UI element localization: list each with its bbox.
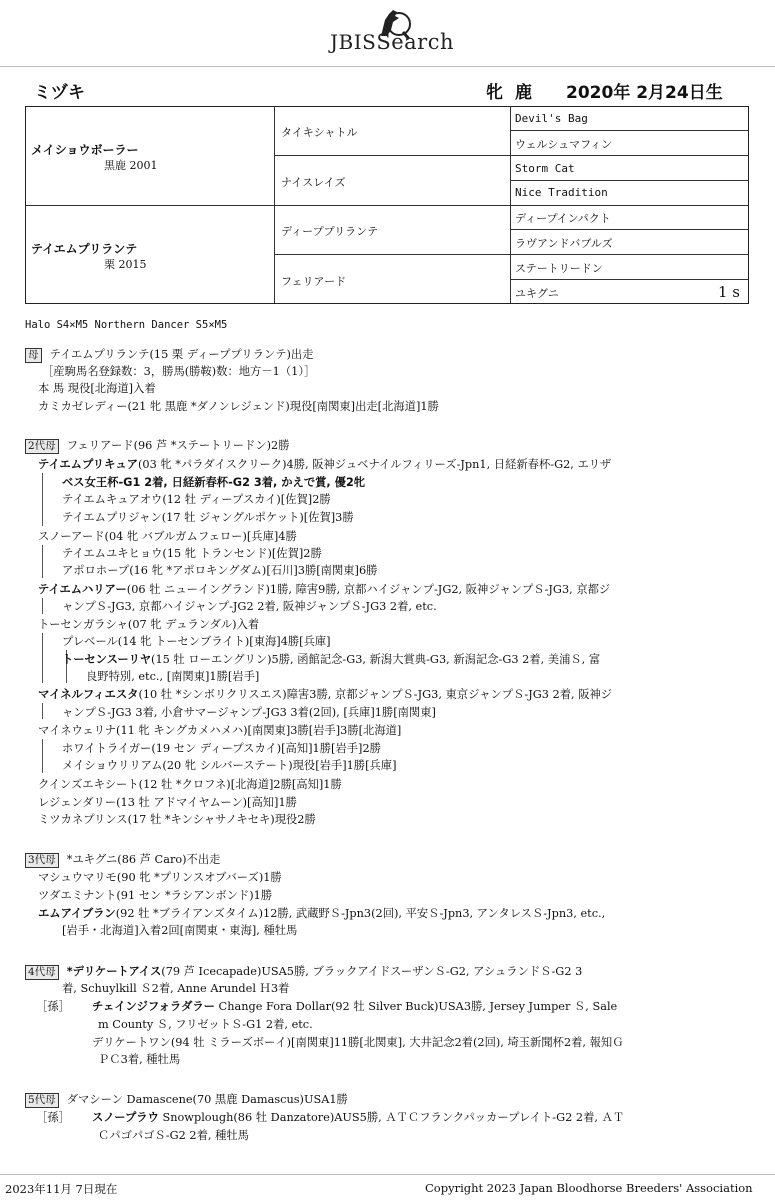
- dam-name[interactable]: テイエムプリランテ: [31, 242, 138, 256]
- great-ancestor-7[interactable]: ステートリードン: [515, 262, 603, 275]
- g2-line: [38, 456, 611, 473]
- sire-info: 黒鹿 2001: [104, 159, 158, 172]
- g5-record: Snowplough(86 牡 Danzatore)AUS5勝, ＡＴＣフランクパッカープレイト-G2 2着, ＡＴ: [158, 1111, 625, 1124]
- section-tag: 3代母: [25, 853, 59, 868]
- great-ancestor-5[interactable]: ディープインパクト: [515, 212, 611, 225]
- grandchild-label: ［孫］: [36, 1000, 70, 1013]
- g4-record: Change Fora Dollar(92 牡 Silver Buck)USA3勝, Jersey Jumper Ｓ, Sale: [214, 1000, 618, 1013]
- tree-line: [42, 473, 43, 526]
- divider: [510, 130, 748, 131]
- g3-head: *ユキグニ(86 芦 Caro)不出走: [66, 853, 221, 866]
- g3-line: [岩手・北海道]入着2回[南関東・東海], 種牡馬: [62, 924, 298, 937]
- divider: [274, 107, 275, 303]
- horse-name: ミヅキ: [34, 83, 85, 103]
- g2-line: クインズエキシート(12 牡 *クロフネ)[北海道]2勝[高知]1勝: [38, 778, 342, 791]
- g4-line: [92, 998, 617, 1015]
- dam-info: 栗 2015: [104, 258, 147, 271]
- grandchild-label: ［孫］: [36, 1111, 70, 1124]
- tree-line: [42, 633, 43, 683]
- g2-record: (06 牡 ニューイングランド)1勝, 障害9勝, 京都ハイジャンプ-JG2, 阪神ジャンプＳ-JG3, 京都ジ: [126, 583, 611, 596]
- sire-name[interactable]: メイショウボーラー: [31, 143, 139, 157]
- g5-horse[interactable]: スノープラウ: [92, 1111, 159, 1124]
- granddam-dam[interactable]: フェリアード: [281, 275, 347, 288]
- g3-section-head: [25, 851, 220, 868]
- g2-line: テイエムプリジャン(17 牡 ジャングルポケット)[佐賀]3勝: [62, 511, 354, 524]
- g4-line: 着, Schuylkill Ｓ2着, Anne Arundel Ｈ3着: [62, 982, 290, 995]
- g2-line: ホワイトライガー(19 セン ディープスカイ)[高知]1勝[岩手]2勝: [62, 742, 381, 755]
- footer-divider: [0, 1174, 775, 1175]
- divider: [26, 205, 748, 206]
- g5-line: ＣパゴパゴＳ-G2 2着, 種牡馬: [98, 1129, 249, 1142]
- logo-wordmark[interactable]: [330, 30, 454, 54]
- g3-line: マシュウマリモ(90 牝 *プリンスオブバーズ)1勝: [38, 871, 282, 884]
- horse-coat: 鹿: [515, 83, 532, 103]
- g2-record: (10 牡 *シンボリクリスエス)障害3勝, 京都ジャンプＳ-JG3, 東京ジャンプＳ-JG3 2着, 阪神ジ: [138, 688, 613, 701]
- g2-horse[interactable]: マイネルフィエスタ: [38, 688, 139, 701]
- g2-line: テイエムユキヒョウ(15 牝 トランセンド)[佐賀]2勝: [62, 547, 322, 560]
- divider: [510, 279, 748, 280]
- g2-line: ミツカネプリンス(17 牡 *キンシャサノキセキ)現役2勝: [38, 813, 316, 826]
- g2-section-head: [25, 437, 290, 454]
- g2-horse[interactable]: トーセンスーリヤ: [62, 653, 152, 666]
- divider: [510, 180, 748, 181]
- footer-date: 2023年11月 7日現在: [5, 1182, 118, 1196]
- great-ancestor-1[interactable]: Devil's Bag: [515, 112, 588, 125]
- g2-line: テイエムキュアオウ(12 牡 ディープスカイ)[佐賀]2勝: [62, 493, 331, 506]
- g4-horse[interactable]: チェインジフォラダラー: [92, 1000, 215, 1013]
- g2-record: (03 牝 *パラダイスクリーク)4勝, 阪神ジュベナイルフィリーズ-Jpn1, 日経新春杯-G2, エリザ: [137, 458, 612, 471]
- g4-line: m County Ｓ, フリゼットＳ-G1 2着, etc.: [98, 1018, 313, 1031]
- g2-horse[interactable]: テイエムプリキュア: [38, 458, 138, 471]
- g3-line: ツダエミナント(91 セン *ラシアンボンド)1勝: [38, 889, 273, 902]
- section-tag: 4代母: [25, 965, 59, 980]
- g2-line: ャンプＳ-JG3, 京都ハイジャンプ-JG2 2着, 阪神ジャンプＳ-JG3 2着, etc.: [62, 600, 437, 613]
- great-ancestor-6[interactable]: ラヴアンドバブルズ: [515, 237, 613, 250]
- dam-produce-stats: ［産駒馬名登録数：3，勝馬(勝鞍)数：地方－1（1）］: [42, 365, 316, 378]
- divider: [510, 229, 748, 230]
- section-tag: 母: [25, 348, 42, 363]
- section-tag: 2代母: [25, 439, 59, 454]
- grandsire-dam[interactable]: ディーププリランテ: [281, 225, 379, 238]
- granddam-sire[interactable]: ナイスレイズ: [281, 176, 346, 189]
- horse-sex: 牝: [486, 83, 503, 103]
- g2-line: プレベール(14 牝 トーセンブライト)[東海]4勝[兵庫]: [62, 635, 331, 648]
- g4-horse[interactable]: *デリケートアイス: [66, 965, 162, 978]
- g3-line: [38, 905, 605, 922]
- great-ancestor-4[interactable]: Nice Tradition: [515, 186, 608, 199]
- g4-record: (79 芦 Icecapade)USA5勝, ブラックアイドスーザンＳ-G2, アシュランドＳ-G2 3: [161, 965, 583, 978]
- g5-line: [92, 1109, 624, 1126]
- g2-horse[interactable]: テイエムハリアー: [38, 583, 127, 596]
- g3-record: (92 牡 *ブライアンズタイム)12勝, 武蔵野Ｓ-Jpn3(2回), 平安Ｓ-Jpn3, アンタレスＳ-Jpn3, etc.,: [115, 907, 606, 920]
- g2-line: [38, 686, 612, 703]
- footer-copyright: Copyright 2023 Japan Bloodhorse Breeders' Association: [425, 1181, 753, 1195]
- g5-section-head: [25, 1091, 348, 1108]
- g5-head: ダマシーン Damascene(70 黒鹿 Damascus)USA1勝: [66, 1093, 348, 1106]
- dam-offspring: カミカゼレディー(21 牝 黒鹿 *ダノンレジェンド)現役[南関東]出走[北海道]1勝: [38, 400, 439, 413]
- dam-line: テイエムプリランテ(15 栗 ディーププリランテ)出走: [49, 348, 314, 361]
- divider: [510, 107, 511, 303]
- great-ancestor-2[interactable]: ウェルシュマフィン: [515, 138, 613, 151]
- g2-line: メイショウリリアム(20 牝 シルバーステート)現役[岩手]1勝[兵庫]: [62, 759, 397, 772]
- horse-birth-date: 2020年 2月24日生: [566, 83, 723, 103]
- g2-head: フェリアード(96 芦 *ステートリードン)2勝: [66, 439, 290, 452]
- g2-line: トーセンガラシャ(07 牝 デュランダル)入着: [38, 618, 260, 631]
- g2-line: [62, 651, 600, 668]
- g2-line: マイネウェリナ(11 牝 キングカメハメハ)[南関東]3勝[岩手]3勝[北海道]: [38, 724, 402, 737]
- g4-section-head: [25, 963, 582, 980]
- logo-sub: Search: [376, 30, 454, 54]
- dam-self-record: 本 馬 現役[北海道]入着: [38, 382, 156, 395]
- g2-line: アポロホープ(16 牝 *アポロキングダム)[石川]3勝[南関東]6勝: [62, 564, 378, 577]
- site-header: [0, 0, 775, 67]
- g2-line: スノーアード(04 牝 バブルガムフェロー)[兵庫]4勝: [38, 530, 297, 543]
- section-tag: 5代母: [25, 1093, 59, 1108]
- g2-record: (15 牡 ローエングリン)5勝, 函館記念-G3, 新潟大賞典-G3, 新潟記念-G3 2着, 美浦Ｓ, 富: [151, 653, 601, 666]
- logo-main: JBIS: [330, 30, 377, 54]
- g2-line: 良野特別, etc., [南関東]1勝[岩手]: [86, 670, 260, 683]
- great-ancestor-8[interactable]: ユキグニ: [515, 287, 559, 300]
- g4-line: デリケートワン(94 牡 ミラーズボーイ)[南関東]11勝[北関東], 大井記念2着(2回), 埼玉新聞杯2着, 報知Ｇ: [92, 1036, 624, 1049]
- family-number: 1 s: [718, 283, 741, 301]
- pedigree-table: [25, 106, 749, 304]
- g4-line: ＰＣ3着, 種牡馬: [98, 1053, 181, 1066]
- great-ancestor-3[interactable]: Storm Cat: [515, 162, 575, 175]
- tree-line: [42, 739, 43, 773]
- g2-line: ベス女王杯-G1 2着, 日経新春杯-G2 3着, かえで賞, 優2牝: [62, 476, 366, 489]
- dam-section-head: [25, 346, 314, 363]
- divider: [274, 155, 748, 156]
- g3-horse[interactable]: エムアイブラン: [38, 907, 116, 920]
- divider: [274, 254, 748, 255]
- tree-line: [42, 545, 43, 578]
- inbreeding-text: Halo S4×M5 Northern Dancer S5×M5: [25, 319, 228, 331]
- tree-line: [42, 703, 43, 719]
- g2-line: ャンプＳ-JG3 3着, 小倉サマージャンプ-JG3 3着(2回), [兵庫]1勝[南関東]: [62, 706, 436, 719]
- grandsire-sire[interactable]: タイキシャトル: [281, 126, 358, 139]
- tree-line: [42, 598, 43, 614]
- g2-line: [38, 581, 610, 598]
- g2-line: レジェンダリー(13 牡 アドマイヤムーン)[高知]1勝: [38, 796, 297, 809]
